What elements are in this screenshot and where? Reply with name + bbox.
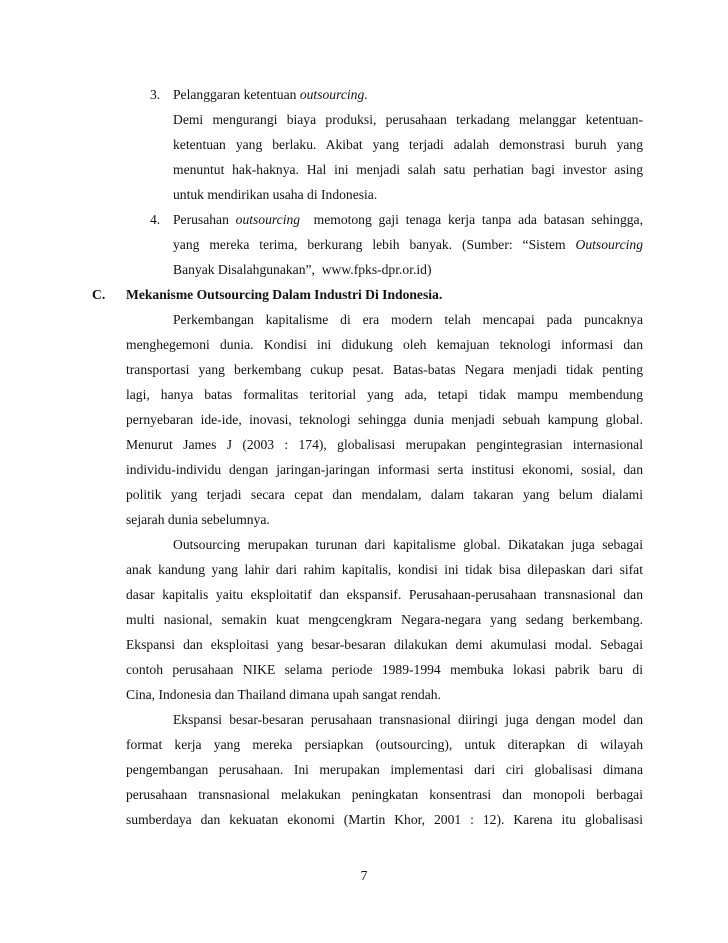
paragraph-line: Menurut James J (2003 : 174), globalisasi merupakan pengintegrasian internasional (126, 437, 643, 452)
list-item-4-line: yang mereka terima, berkurang lebih banyak. (Sumber: “Sistem Outsourcing (173, 237, 643, 252)
list-item-3-line: menuntut hak-haknya. Hal ini menjadi salah satu perhatian bagi investor asing (173, 162, 643, 177)
section-title: Mekanisme Outsourcing Dalam Industri Di Indonesia. (126, 287, 443, 302)
list-item-3-line: Demi mengurangi biaya produksi, perusahaan terkadang melanggar ketentuan- (173, 112, 643, 127)
section-letter: C. (92, 287, 106, 302)
paragraph-line: multi nasional, semakin kuat mengcengkram Negara-negara yang sedang berkembang. (126, 612, 643, 627)
paragraph-line: Outsourcing merupakan turunan dari kapitalisme global. Dikatakan juga sebagai (173, 537, 643, 552)
paragraph-line: dasar kapitalis yaitu eksploitatif dan ekspansif. Perusahaan-perusahaan transnasional dan (126, 587, 643, 602)
paragraph-line: individu-individu dengan jaringan-jaringan informasi serta institusi ekonomi, sosial, dan (126, 462, 643, 477)
paragraph-line: format kerja yang mereka persiapkan (outsourcing), untuk diterapkan di wilayah (126, 737, 643, 752)
paragraph-line: transportasi yang berkembang cukup pesat. Batas-batas Negara menjadi tidak penting (126, 362, 643, 377)
list-item-3-line: ketentuan yang berlaku. Akibat yang terjadi adalah demonstrasi buruh yang (173, 137, 643, 152)
paragraph-line: Ekspansi dan eksploitasi yang besar-besaran dilakukan demi akumulasi modal. Sebagai (126, 637, 643, 652)
paragraph-line: anak kandung yang lahir dari rahim kapitalis, kondisi ini tidak bisa dilepaskan dari sifat (126, 562, 643, 577)
paragraph-line: pernyebaran ide-ide, inovasi, teknologi sehingga dunia menjadi sebuah kampung global. (126, 412, 643, 427)
list-number-3: 3. (150, 87, 161, 102)
page-number: 7 (360, 868, 368, 883)
paragraph-line: Ekspansi besar-besaran perusahaan transnasional diiringi juga dengan model dan (173, 712, 643, 727)
list-item-4-line: Perusahan outsourcing memotong gaji tenaga kerja tanpa ada batasan sehingga, (173, 212, 643, 227)
list-item-3-title: Pelanggaran ketentuan outsourcing. (173, 87, 368, 102)
paragraph-line: menghegemoni dunia. Kondisi ini didukung oleh kemajuan teknologi informasi dan (126, 337, 643, 352)
list-item-4-line: Banyak Disalahgunakan”, www.fpks-dpr.or.id) (173, 262, 432, 277)
paragraph-line: pengembangan perusahaan. Ini merupakan implementasi dari ciri globalisasi dimana (126, 762, 643, 777)
paragraph-line: Perkembangan kapitalisme di era modern telah mencapai pada puncaknya (173, 312, 643, 327)
paragraph-line: contoh perusahaan NIKE selama periode 1989-1994 membuka lokasi pabrik baru di (126, 662, 643, 677)
paragraph-line: perusahaan transnasional melakukan peningkatan konsentrasi dan monopoli berbagai (126, 787, 643, 802)
list-number-4: 4. (150, 212, 161, 227)
list-item-3-line: untuk mendirikan usaha di Indonesia. (173, 187, 378, 202)
paragraph-line: sejarah dunia sebelumnya. (126, 512, 270, 527)
paragraph-line: lagi, hanya batas formalitas teritorial yang ada, tetapi tidak mampu membendung (126, 387, 643, 402)
paragraph-line: politik yang terjadi secara cepat dan mendalam, dalam takaran yang belum dialami (126, 487, 643, 502)
paragraph-line: Cina, Indonesia dan Thailand dimana upah sangat rendah. (126, 687, 441, 702)
paragraph-line: sumberdaya dan kekuatan ekonomi (Martin Khor, 2001 : 12). Karena itu globalisasi (126, 812, 643, 827)
